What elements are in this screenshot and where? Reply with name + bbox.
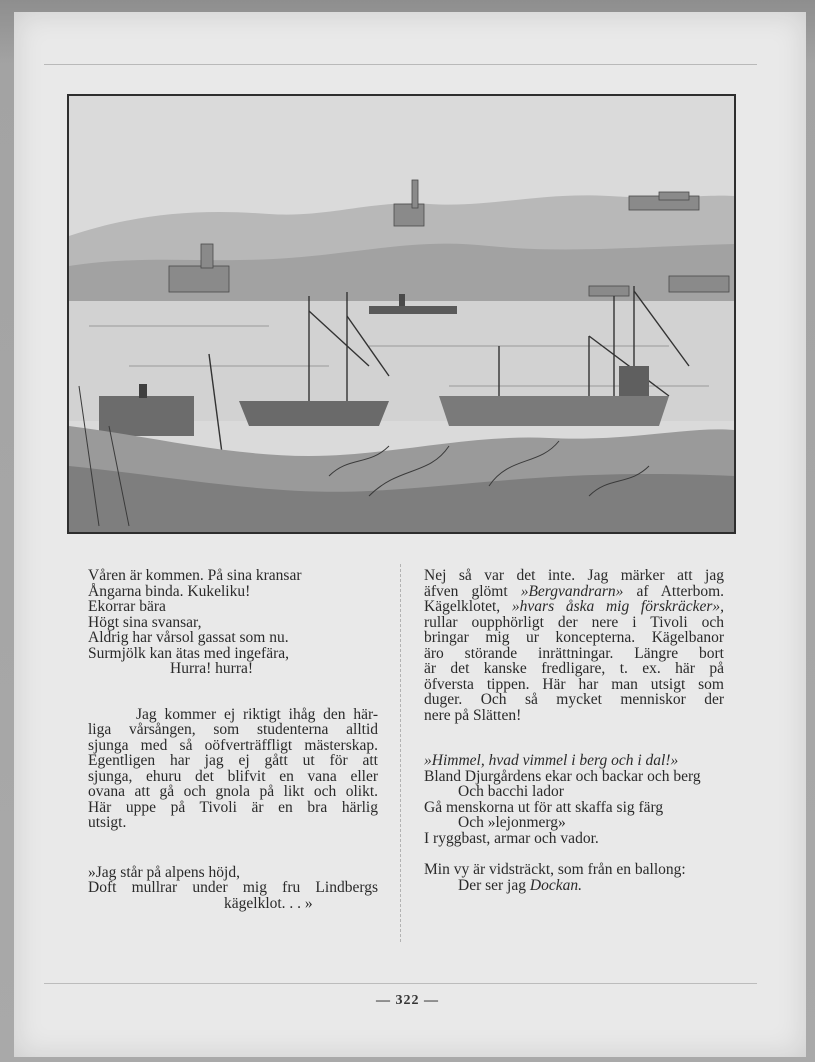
prose-line: sjunga, ehuru det blifvit en vana eller	[88, 767, 378, 785]
poem-line: Aldrig har vårsol gassat som nu.	[88, 629, 289, 646]
prose-line: Egentligen har jag ej gått ut för att	[88, 752, 378, 769]
text-run: af Atterbom.	[623, 582, 724, 600]
poem-line: Och »lejonmerg»	[458, 814, 566, 831]
prose-line	[424, 584, 724, 600]
prose-line: Nej så var det inte. Jag märker att jag	[424, 567, 724, 584]
poem-line: Ekorrar bära	[88, 598, 166, 615]
poem-line: Hurra! hurra!	[170, 660, 254, 677]
prose-line: duger. Och så mycket menniskor der	[424, 691, 724, 708]
poem-line: I ryggbast, armar och vador.	[424, 829, 599, 847]
prose-paragraph	[88, 693, 378, 831]
prose-line: öfversta tippen. Här har man utsigt som	[424, 675, 724, 693]
prose-line: bringar mig ur koncepterna. Kägelbanor	[424, 629, 724, 646]
prose-line: Min vy är vidsträckt, som från en ballong:	[424, 861, 686, 878]
harbour-view-etching	[67, 94, 736, 534]
right-column	[424, 568, 724, 893]
prose-line: utsigt.	[88, 814, 127, 831]
quote-line: Doft mullrar under mig fru Lindbergs	[88, 879, 378, 896]
column-divider	[400, 564, 401, 942]
page-number: — 322 —	[376, 993, 439, 1008]
text-run: Der ser jag	[458, 876, 530, 894]
closing-paragraph	[424, 846, 724, 893]
prose-line: sjunga med så oöfverträffligt mästerskap.	[88, 736, 378, 754]
prose-line: äro störande inrättningar. Längre bort	[424, 644, 724, 662]
poem-spring	[88, 568, 378, 677]
left-column	[88, 568, 378, 911]
prose-line: Jag kommer ej riktigt ihåg den här-	[136, 705, 378, 723]
text-run: äfven glömt	[424, 582, 521, 600]
quote-line: »Jag står på alpens höjd,	[88, 863, 240, 881]
poem-line: Surmjölk kan ätas med ingefära,	[88, 644, 290, 662]
poem-line: Gå menskorna ut för att skaffa sig färg	[424, 798, 664, 816]
prose-line: ovana att gå och gnola på likt och olikt.	[88, 783, 378, 800]
prose-line	[424, 599, 724, 615]
poem-line: Och bacchi lador	[458, 783, 564, 800]
poem-line: »Himmel, hvad vimmel i berg och i dal!»	[424, 752, 679, 769]
prose-line: är det kanske fredligare, t. ex. här på	[424, 660, 724, 677]
prose-line: nere på Slätten!	[424, 706, 522, 724]
poem-line: Ångarna binda. Kukeliku!	[88, 582, 251, 600]
poem-line: Våren är kommen. På sina kransar	[88, 567, 302, 584]
quote-bergvandrarn	[88, 849, 378, 912]
quote-line: kägelklot. . . »	[224, 894, 313, 912]
prose-line	[424, 878, 724, 894]
italic-name: Dockan.	[529, 876, 582, 894]
prose-line: rullar oupphörligt der nere i Tivoli och	[424, 613, 724, 631]
poem-himmel	[424, 723, 724, 846]
prose-paragraph	[424, 568, 724, 723]
text-run: Kägelklotet,	[424, 598, 512, 615]
poem-line: Bland Djurgårdens ekar och backar och berg	[424, 767, 701, 785]
italic-title: »Bergvandrarn»	[520, 582, 624, 600]
italic-quote: »hvars åska mig förskräcker»,	[511, 598, 724, 615]
poem-line: Högt sina svansar,	[88, 613, 202, 631]
prose-line: Här uppe på Tivoli är en bra härlig	[88, 798, 378, 816]
prose-line: liga vårsången, som studenterna alltid	[88, 721, 378, 738]
